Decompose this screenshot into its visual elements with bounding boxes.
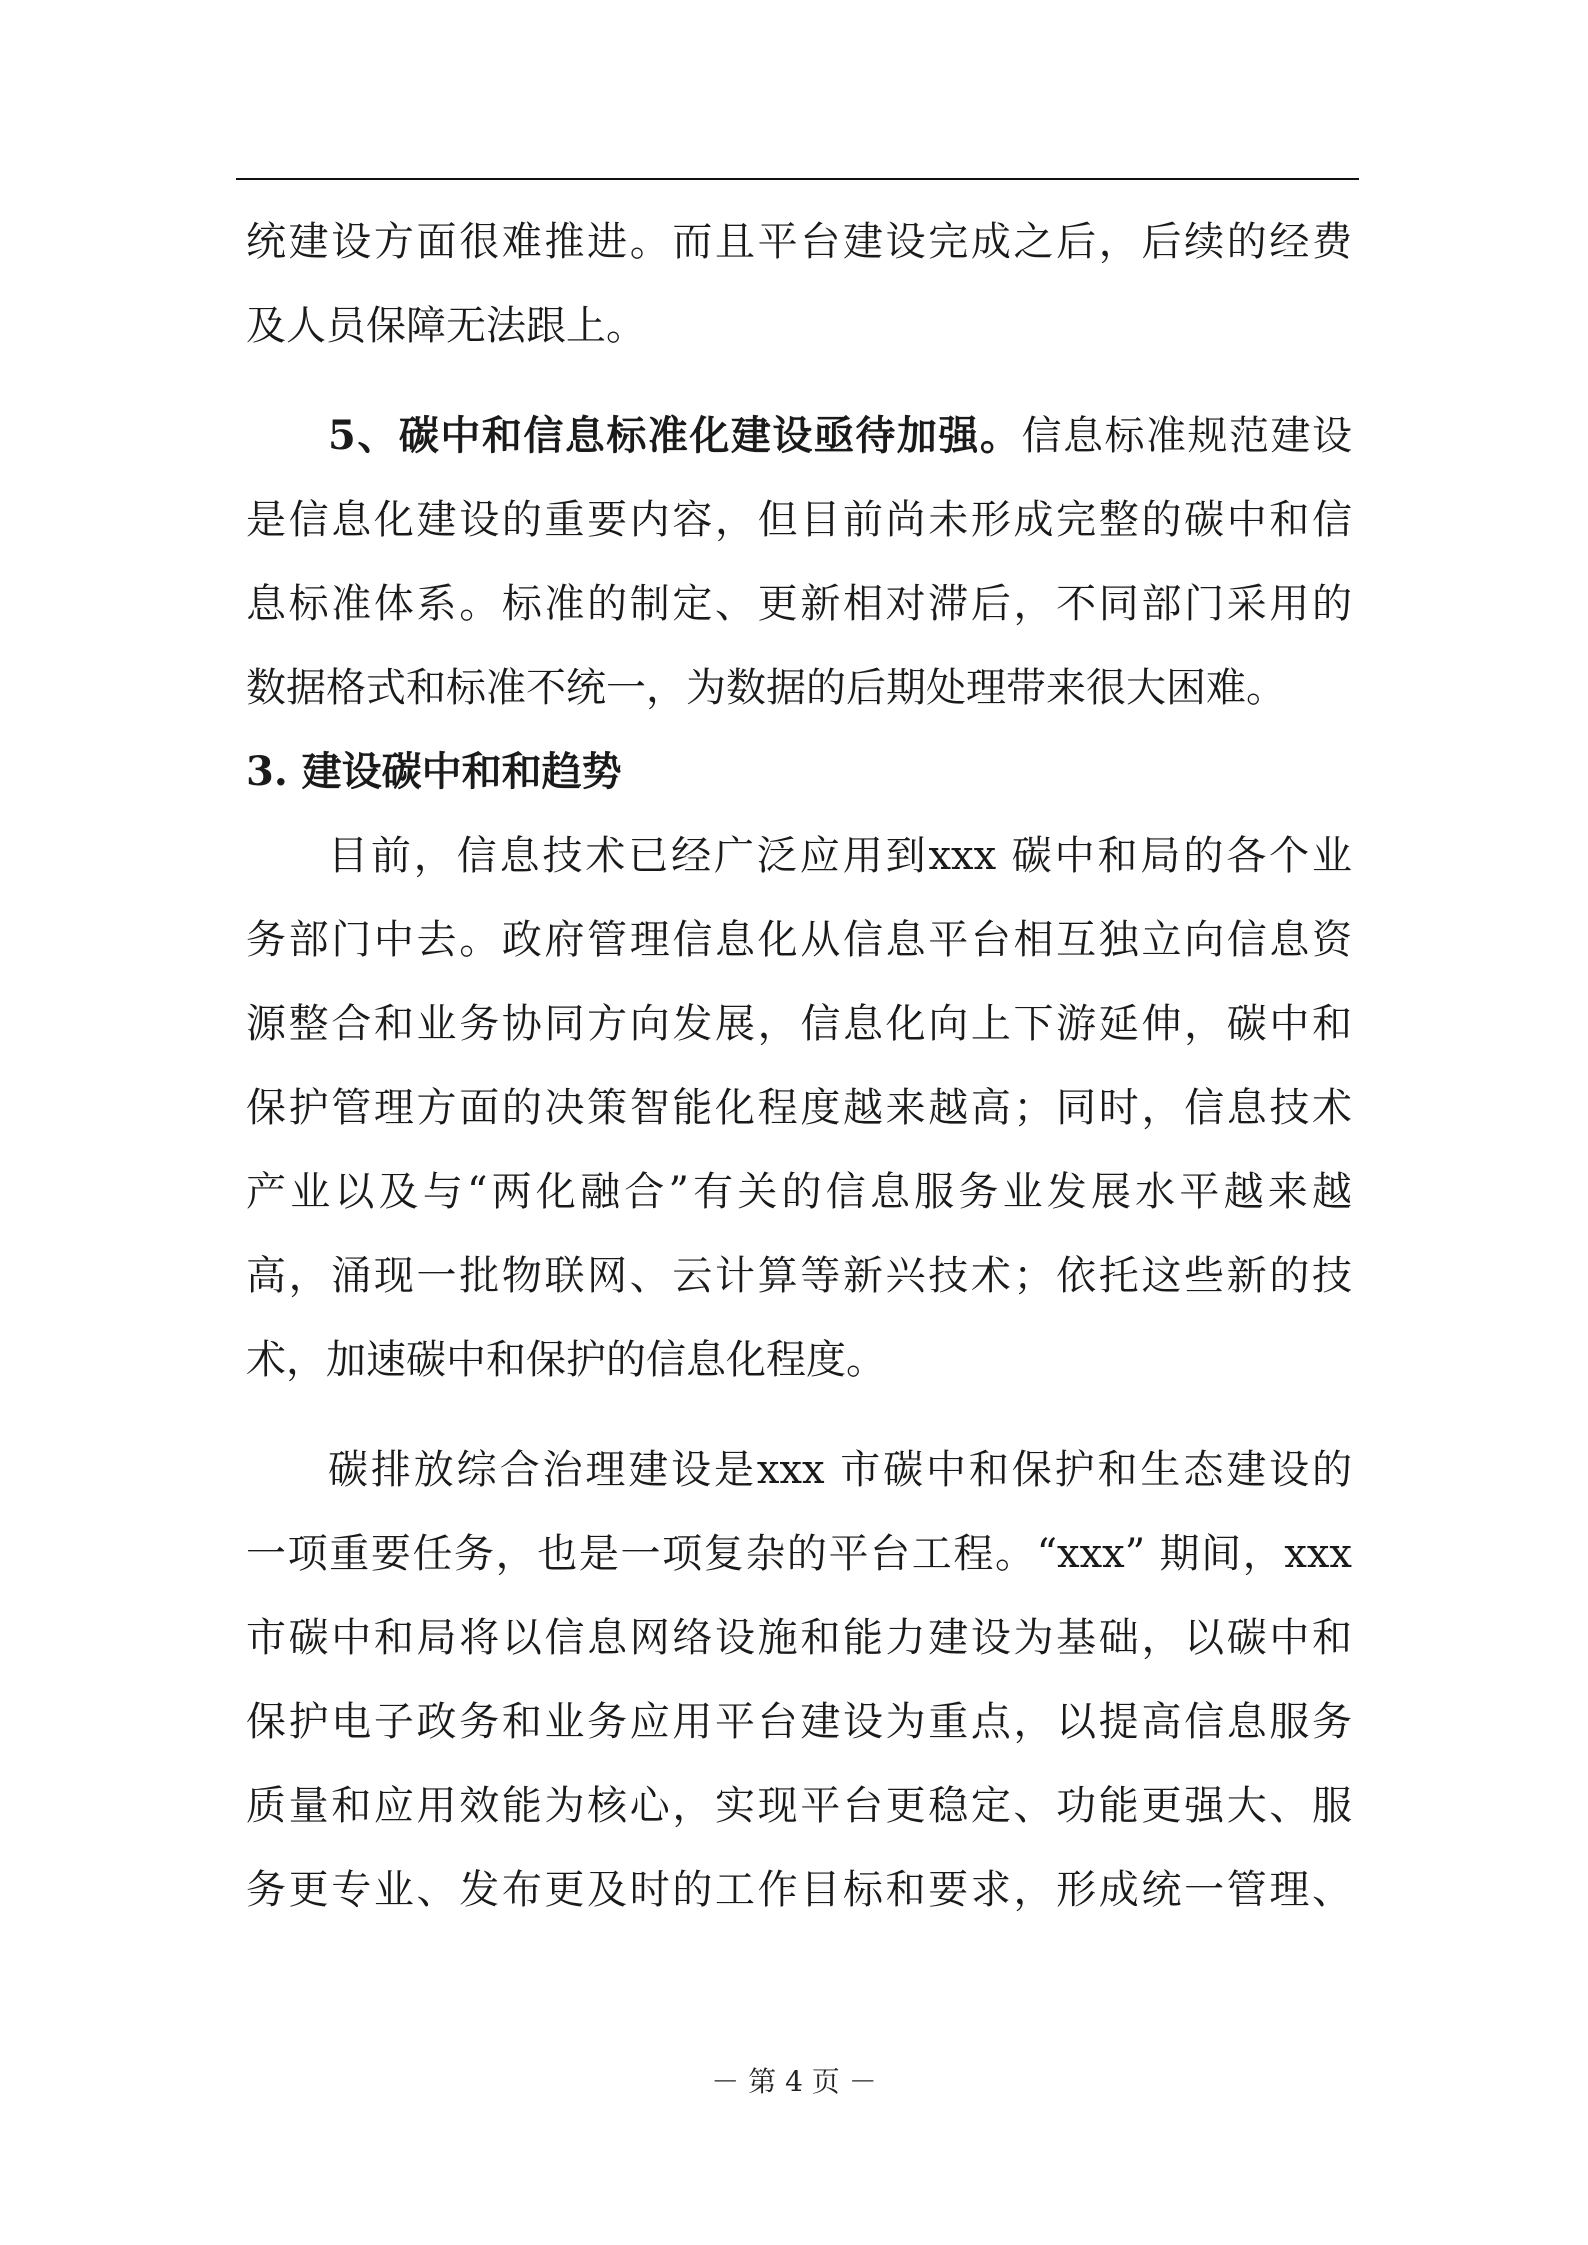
text-line: 市碳中和局将以信息网络设施和能力建设为基础，以碳中和 (246, 1615, 1352, 1661)
text-line: 数据格式和标准不统一，为数据的后期处理带来很大困难。 (246, 665, 1286, 711)
header-rule (236, 178, 1359, 180)
text-line: 统建设方面很难推进。而且平台建设完成之后，后续的经费 (246, 219, 1352, 265)
text-line: 术，加速碳中和保护的信息化程度。 (246, 1337, 886, 1383)
page-number: － 第 4 页 － (711, 2065, 877, 2098)
text-line-lead (246, 394, 1352, 478)
text-line: 及人员保障无法跟上。 (246, 303, 646, 349)
text-line: 保护管理方面的决策智能化程度越来越高；同时，信息技术 (246, 1085, 1352, 1131)
text-line: 保护电子政务和业务应用平台建设为重点，以提高信息服务 (246, 1699, 1352, 1745)
text-line: 碳排放综合治理建设是xxx 市碳中和保护和生态建设的 (328, 1447, 1352, 1493)
section-heading: 3. 建设碳中和和趋势 (246, 748, 622, 795)
text-line: 目前，信息技术已经广泛应用到xxx 碳中和局的各个业 (328, 833, 1352, 879)
text-line: 质量和应用效能为核心，实现平台更稳定、功能更强大、服 (246, 1783, 1352, 1829)
text-line: 息标准体系。标准的制定、更新相对滞后，不同部门采用的 (246, 581, 1352, 627)
text-line: 源整合和业务协同方向发展，信息化向上下游延伸，碳中和 (246, 1001, 1352, 1047)
bold-lead-text: 5、碳中和信息标准化建设亟待加强。 (328, 412, 1022, 459)
paragraph-continuation (246, 200, 1352, 368)
paragraph-standardization (246, 394, 1352, 730)
paragraph-trends (246, 814, 1352, 1402)
text-line: 高，涌现一批物联网、云计算等新兴技术；依托这些新的技 (246, 1253, 1352, 1299)
text-line: 是信息化建设的重要内容，但目前尚未形成完整的碳中和信 (246, 497, 1352, 543)
text-line: 一项重要任务，也是一项复杂的平台工程。“xxx” 期间，xxx (246, 1531, 1352, 1577)
text-line: 务部门中去。政府管理信息化从信息平台相互独立向信息资 (246, 917, 1352, 963)
document-body (246, 200, 1352, 1932)
text-line: 务更专业、发布更及时的工作目标和要求，形成统一管理、 (246, 1867, 1352, 1913)
paragraph-emission-governance (246, 1428, 1352, 1932)
text-line: 产业以及与“两化融合”有关的信息服务业发展水平越来越 (246, 1169, 1352, 1215)
lead-rest-text: 信息标准规范建设 (1021, 413, 1352, 459)
